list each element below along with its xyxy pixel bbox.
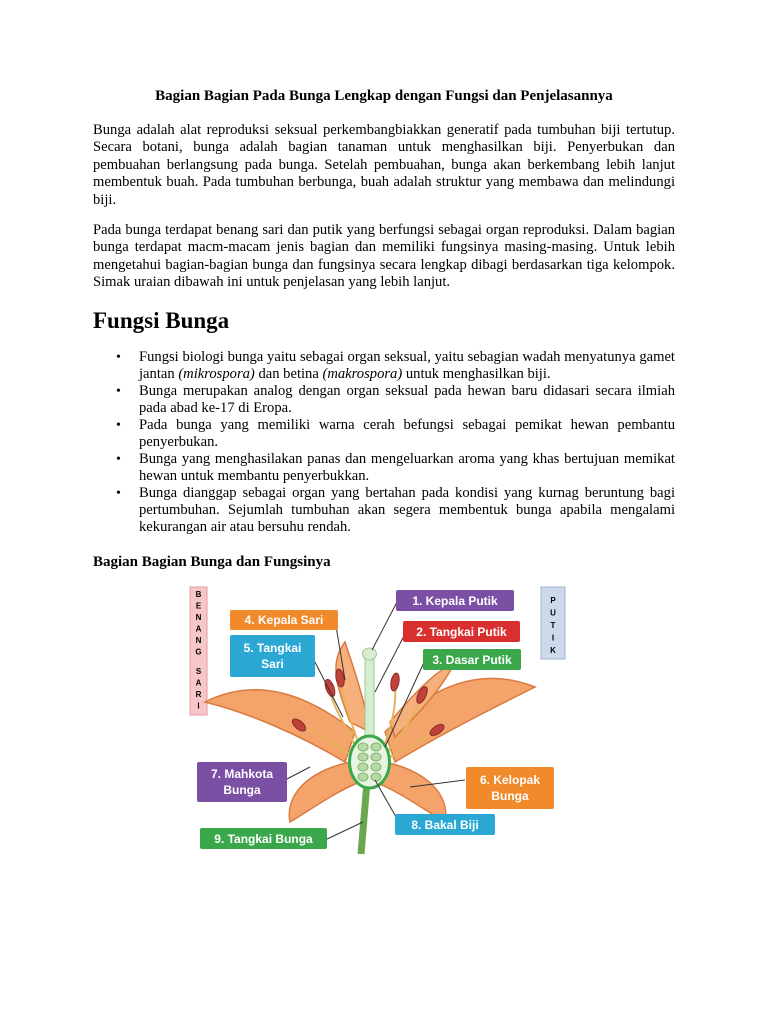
intro-paragraph: Bunga adalah alat reproduksi seksual perkembangbiakkan generatif pada tumbuhan biji tertutup. Secara botani, bunga adalah bagian tanaman untuk menghasilkan biji. Penyerbukan dan pembuahan berlangsung pada bunga. Setelah pembuahan, bunga akan berkembang lebih lanjut membentuk buah. Pada tumbuhan berbunga, buah adalah struktur yang membawa dan melindungi biji.: [93, 122, 675, 208]
pistil-ovary: [350, 736, 390, 788]
label-tangkai-bunga: 9. Tangkai Bunga: [214, 832, 313, 846]
label-dasar-putik: 3. Dasar Putik: [432, 653, 512, 667]
group-letter: B: [195, 590, 202, 599]
group-letter: U: [550, 608, 556, 618]
bullet-icon: •: [116, 418, 121, 433]
label-tangkai-sari-line1: 5. Tangkai: [243, 641, 302, 655]
list-item-text: Bunga dianggap sebagai organ yang bertahan pada kondisi yang kurnag beruntung bagi pertumbuhan. Sejumlah tumbuhan akan segera membentuk bunga apabila mengalami kekurangan air atau bersuhu rendah.: [139, 485, 675, 535]
benang-sari-group-label: [195, 590, 201, 711]
group-letter: G: [195, 647, 202, 657]
label-kelopak-line2: Bunga: [491, 789, 529, 803]
list-item: [93, 485, 675, 536]
group-letter: S: [195, 667, 202, 676]
group-letter: N: [195, 636, 202, 645]
flower-stem: [361, 782, 367, 854]
label-mahkota-line2: Bunga: [223, 783, 261, 797]
list-item-text: Pada bunga yang memiliki warna cerah befungsi sebagai pemikat hewan pembantu penyerbukan.: [139, 417, 675, 450]
bullet-icon: •: [116, 486, 121, 501]
group-letter: T: [550, 621, 556, 630]
list-item: [93, 417, 675, 451]
group-letter: R: [195, 690, 202, 699]
heading-bagian-bunga: Bagian Bagian Bunga dan Fungsinya: [93, 554, 331, 570]
heading-fungsi-bunga: Fungsi Bunga: [93, 308, 230, 333]
label-bakal-biji: 8. Bakal Biji: [411, 818, 479, 832]
group-letter: A: [195, 624, 202, 634]
document-title: Bagian Bagian Pada Bunga Lengkap dengan Fungsi dan Penjelasannya: [155, 88, 613, 104]
flower-parts-diagram: [185, 582, 585, 857]
group-letter: A: [195, 678, 202, 688]
list-item-text: [139, 349, 675, 382]
list-item-italic-term: (makrospora): [322, 366, 403, 382]
list-item: [93, 349, 675, 383]
list-item: [93, 451, 675, 485]
list-item: [93, 383, 675, 417]
second-paragraph: Pada bunga terdapat benang sari dan putik yang berfungsi sebagai organ reproduksi. Dalam bagian bunga terdapat macm-macam jenis bagian dan memiliki fungsinya masing-masing. Untuk lebih mengetahui bagian-bagian bunga dan fungsinya secara lengkap dibagi berdasarkan tiga kelompok. Simak uraian dibawah ini untuk penjelasan yang lebih lanjut.: [93, 222, 675, 291]
list-item-italic-term: (mikrospora): [178, 366, 255, 382]
group-letter: I: [551, 633, 555, 643]
list-item-text: Bunga yang menghasilakan panas dan mengeluarkan aroma yang khas bertujuan memikat hewan untuk membantu penyerbukkan.: [139, 451, 675, 484]
bullet-icon: •: [116, 384, 121, 399]
bullet-icon: •: [116, 452, 121, 467]
label-kepala-sari: 4. Kepala Sari: [244, 613, 324, 627]
label-tangkai-putik: 2. Tangkai Putik: [416, 625, 507, 639]
label-kelopak-line1: 6. Kelopak: [479, 773, 541, 787]
label-mahkota-line1: 7. Mahkota: [210, 767, 274, 781]
group-letter: E: [195, 601, 202, 611]
list-item-text-part: untuk menghasilkan biji.: [402, 366, 551, 382]
list-item-text-part: dan betina: [254, 366, 323, 382]
putik-group-label: [550, 596, 556, 655]
group-letter: K: [550, 646, 556, 655]
label-tangkai-sari-line2: Sari: [261, 657, 284, 671]
label-kepala-putik: 1. Kepala Putik: [412, 594, 498, 608]
list-item-text-part: Fungsi biologi bunga yaitu sebagai organ seksual, yaitu sebagian wadah menyatunya gamet jantan: [139, 349, 675, 382]
pistil-style: [365, 657, 374, 747]
pistil-stigma: [363, 648, 377, 660]
list-item-text: Bunga merupakan analog dengan organ seksual pada hewan baru didasari secara ilmiah pada abad ke-17 di Eropa.: [139, 383, 675, 416]
group-letter: P: [550, 596, 556, 605]
fungsi-bullet-list: [93, 349, 675, 536]
bullet-icon: •: [116, 350, 121, 365]
group-letter: I: [197, 701, 200, 711]
group-letter: N: [195, 613, 202, 622]
